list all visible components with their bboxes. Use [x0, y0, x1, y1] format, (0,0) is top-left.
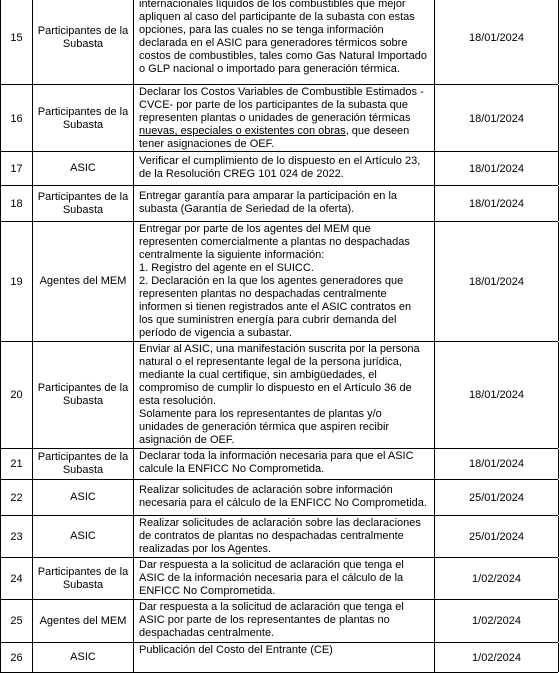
description-line: Entregar por parte de los agentes del MEM que	[139, 223, 371, 235]
description-line: Declarar los Costos Variables de Combustible Estimados -	[139, 86, 424, 98]
table-row	[0, 342, 558, 449]
date: 18/01/2024	[435, 449, 559, 479]
date: 1/02/2024	[435, 558, 559, 599]
activity-description	[134, 0, 435, 84]
description-line: calcule la ENFICC No Comprometida.	[139, 463, 325, 475]
description-line: representen plantas no despachadas centralmente	[139, 288, 387, 300]
row-number: 15	[1, 0, 33, 84]
responsible-party: Participantes de la Subasta	[33, 0, 134, 84]
description-line: Dar respuesta a la solicitud de aclaración que tenga el	[139, 559, 404, 571]
date: 18/01/2024	[435, 186, 559, 221]
description-line: período de vigencia a subastar.	[139, 327, 292, 339]
description-line: los que suministren energía para cubrir demanda del	[139, 314, 397, 326]
description-line: representen comercialmente a plantas no despachadas	[139, 236, 410, 248]
activity-description	[134, 342, 435, 448]
activity-description	[134, 643, 435, 672]
activity-description	[134, 186, 435, 221]
row-number: 24	[1, 558, 33, 599]
date: 18/01/2024	[435, 0, 559, 84]
table-row	[0, 516, 558, 558]
description-line: compromiso de cumplir lo dispuesto en el Artículo 36 de	[139, 382, 412, 394]
date: 25/01/2024	[435, 480, 559, 515]
activity-description	[134, 449, 435, 479]
date: 18/01/2024	[435, 342, 559, 448]
responsible-party: Participantes de la Subasta	[33, 342, 134, 448]
table-row	[0, 449, 558, 480]
responsible-party: Participantes de la Subasta	[33, 85, 134, 152]
activity-description	[134, 85, 435, 152]
description-line: internacionales líquidos de los combustibles que mejor	[139, 0, 406, 10]
row-number: 21	[1, 449, 33, 479]
activity-description	[134, 600, 435, 642]
description-line: Verificar el cumplimiento de lo dispuesto en el Artículo 23,	[139, 155, 421, 167]
table-row	[0, 643, 558, 673]
row-number: 23	[1, 516, 33, 557]
description-line: de la Resolución CREG 101 024 de 2022.	[139, 168, 344, 180]
date: 18/01/2024	[435, 222, 559, 341]
table-row	[0, 558, 558, 600]
table-row	[0, 480, 558, 516]
description-line: o GLP nacional o importado para generación térmica.	[139, 63, 400, 75]
description-line	[139, 125, 431, 138]
table-row	[0, 85, 558, 152]
row-number: 20	[1, 342, 33, 448]
description-line: 2. Declaración en la que los agentes generadores que	[139, 275, 404, 287]
description-line: ASIC por parte de los representantes de plantas no	[139, 614, 390, 626]
table-row	[0, 600, 558, 643]
description-line: tener asignaciones de OEF.	[139, 138, 275, 150]
activity-description	[134, 480, 435, 515]
description-line: opciones, para las cuales no se tenga información	[139, 24, 384, 36]
row-number: 18	[1, 186, 33, 221]
date: 18/01/2024	[435, 85, 559, 152]
description-line: Enviar al ASIC, una manifestación suscrita por la persona	[139, 343, 420, 355]
description-line: de contratos de plantas no despachadas centralmente	[139, 530, 404, 542]
description-line: representen plantas o unidades de generación térmicas	[139, 112, 411, 124]
description-line: realizadas por los Agentes.	[139, 543, 272, 555]
date: 1/02/2024	[435, 600, 559, 642]
description-line: Solamente para los representantes de plantas y/o	[139, 408, 382, 420]
description-line: Dar respuesta a la solicitud de aclaración que tenga el	[139, 601, 404, 613]
table-row	[0, 0, 558, 85]
activity-description	[134, 152, 435, 185]
description-line: esta resolución.	[139, 395, 217, 407]
responsible-party: Agentes del MEM	[33, 222, 134, 341]
activity-description	[134, 558, 435, 599]
description-line: costos de combustibles, tales como Gas Natural Importado	[139, 50, 427, 62]
description-line: subasta (Garantía de Seriedad de la oferta).	[139, 203, 355, 215]
row-number: 19	[1, 222, 33, 341]
description-line: asignación de OEF.	[139, 434, 235, 446]
table-row	[0, 152, 558, 186]
responsible-party: Participantes de la Subasta	[33, 449, 134, 479]
date: 25/01/2024	[435, 516, 559, 557]
description-line: unidades de generación térmica que aspiren recibir	[139, 421, 390, 433]
description-line: Publicación del Costo del Entrante (CE)	[139, 644, 333, 656]
description-line: CVCE- por parte de los participantes de la subasta que	[139, 99, 409, 111]
description-line: Entregar garantía para amparar la participación en la	[139, 190, 398, 202]
responsible-party: ASIC	[33, 152, 134, 185]
table-row	[0, 186, 558, 222]
row-number: 17	[1, 152, 33, 185]
description-line: ASIC de la información necesaria para el cálculo de la	[139, 572, 404, 584]
description-text: , que deseen	[345, 125, 410, 137]
responsible-party: Participantes de la Subasta	[33, 558, 134, 599]
description-line: despachadas centralmente.	[139, 627, 275, 639]
table-row	[0, 222, 558, 342]
description-line: informen si tienen registrados ante el ASIC contratos en	[139, 301, 412, 313]
responsible-party: ASIC	[33, 480, 134, 515]
description-line: Realizar solicitudes de aclaración sobre información	[139, 484, 393, 496]
description-line: centralmente la siguiente información:	[139, 249, 325, 261]
description-line: ENFICC No Comprometida.	[139, 585, 276, 597]
description-line: 1. Registro del agente en el SUICC.	[139, 262, 314, 274]
description-line: natural o el representante legal de la persona jurídica,	[139, 356, 402, 368]
row-number: 16	[1, 85, 33, 152]
description-line: apliquen al caso del participante de la subasta con estas	[139, 11, 415, 23]
underlined-text: nuevas, especiales o existentes con obras	[139, 125, 346, 137]
description-line: mediante la cual certifique, sin ambigüedades, el	[139, 369, 377, 381]
date: 1/02/2024	[435, 643, 559, 672]
description-line: Declarar toda la información necesaria para que el ASIC	[139, 450, 414, 462]
description-line: Realizar solicitudes de aclaración sobre las declaraciones	[139, 517, 421, 529]
row-number: 26	[1, 643, 33, 672]
row-number: 25	[1, 600, 33, 642]
responsible-party: Agentes del MEM	[33, 600, 134, 642]
responsible-party: ASIC	[33, 643, 134, 672]
activity-description	[134, 516, 435, 557]
responsible-party: Participantes de la Subasta	[33, 186, 134, 221]
date: 18/01/2024	[435, 152, 559, 185]
responsible-party: ASIC	[33, 516, 134, 557]
activity-description	[134, 222, 435, 341]
description-line: necesaria para el cálculo de la ENFICC No Comprometida.	[139, 497, 427, 509]
row-number: 22	[1, 480, 33, 515]
description-line: declarada en el ASIC para generadores térmicos sobre	[139, 37, 408, 49]
